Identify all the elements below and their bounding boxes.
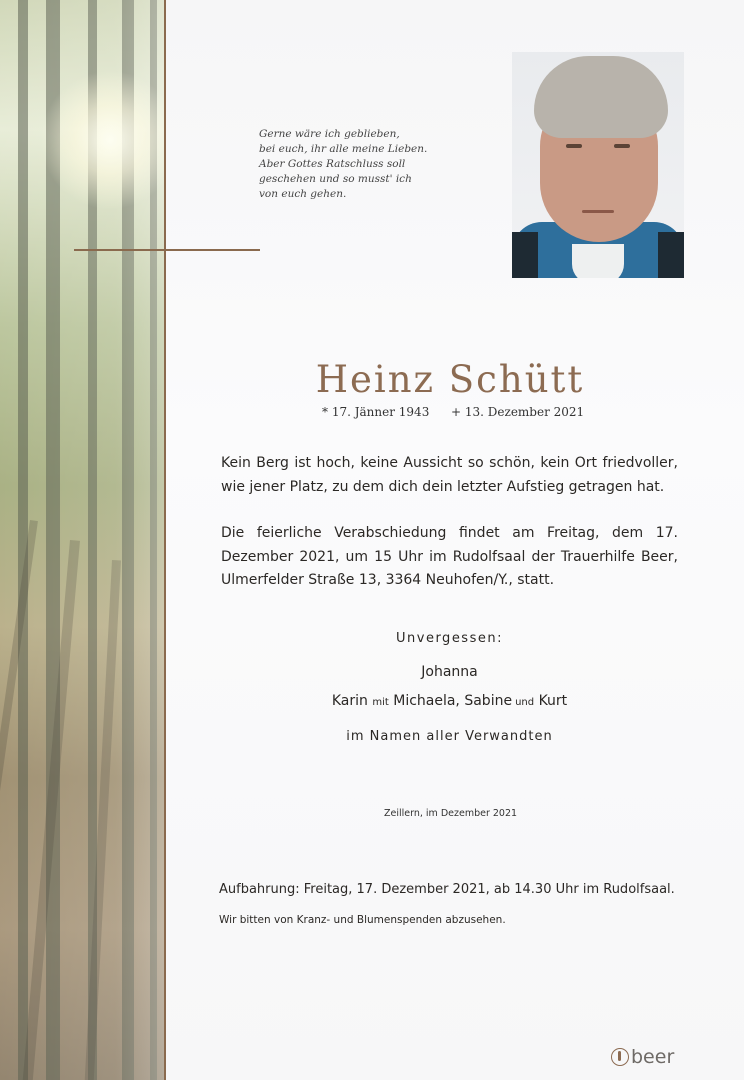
mourner-spouse: Johanna (421, 664, 478, 680)
family-connector-mit: mit (372, 697, 389, 708)
beer-logo (611, 1046, 674, 1068)
mourner-family (221, 693, 678, 709)
cross-horizontal-line (74, 249, 260, 251)
forest-image (0, 0, 165, 1080)
relatives-line: im Namen aller Verwandten (346, 729, 553, 744)
death-date: + 13. Dezember 2021 (451, 405, 585, 419)
portrait-photo (512, 52, 684, 278)
family-name-c: Kurt (538, 693, 568, 709)
cross-vertical-line (164, 0, 166, 1080)
family-name-a: Karin (331, 693, 368, 709)
memorial-quote: Gerne wäre ich geblieben, bei euch, ihr alle meine Lieben. Aber Gottes Ratschluss soll geschehen und so musst' ich von euch gehen. (259, 128, 428, 200)
deceased-name: Heinz Schütt (315, 358, 585, 401)
ceremony-paragraph: Die feierliche Verabschiedung findet am Freitag, dem 17. Dezember 2021, um 15 Uhr im Rudolfsaal der Trauerhilfe Beer, Ulmerfelder Straße 13, 3364 Neuhofen/Y., statt. (221, 525, 678, 588)
family-connector-und: und (515, 697, 535, 708)
mourners-heading: Unvergessen: (396, 631, 503, 646)
family-name-b: Michaela, Sabine (393, 693, 513, 709)
beer-logo-text: beer (631, 1046, 675, 1068)
birth-date: * 17. Jänner 1943 (322, 405, 430, 419)
verse-paragraph: Kein Berg ist hoch, keine Aussicht so schön, kein Ort friedvoller, wie jener Platz, zu dem dich dein letzter Aufstieg getragen hat. (221, 455, 678, 495)
place-date: Zeillern, im Dezember 2021 (384, 808, 518, 819)
donations-note: Wir bitten von Kranz- und Blumenspenden abzusehen. (219, 914, 506, 926)
beer-logo-icon (611, 1048, 629, 1066)
viewing-info: Aufbahrung: Freitag, 17. Dezember 2021, ab 14.30 Uhr im Rudolfsaal. (219, 882, 675, 897)
